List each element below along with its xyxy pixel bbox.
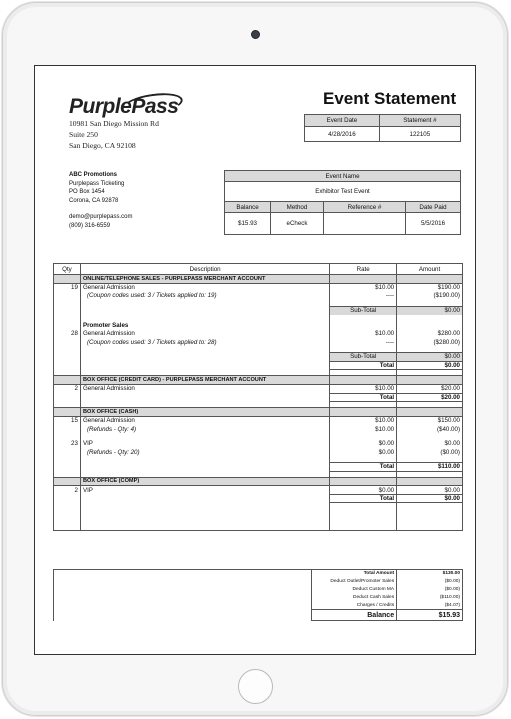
description-cell: General Admission	[80, 329, 329, 338]
description-cell: General Admission	[80, 416, 329, 425]
table-row	[54, 321, 463, 330]
method-value: eCheck	[271, 213, 324, 235]
description-cell: VIP	[80, 486, 329, 495]
rate-cell: ----	[330, 292, 397, 301]
reference-value	[324, 213, 406, 235]
outlet-value: ($0.00)	[397, 578, 463, 586]
section-title: ONLINE/TELEPHONE SALES - PURPLEPASS MERCHANT ACCOUNT	[80, 275, 329, 284]
method-label: Method	[271, 202, 324, 213]
qty-header: Qty	[54, 264, 81, 275]
summary-row	[54, 570, 463, 578]
amount-cell: ($280.00)	[397, 338, 463, 347]
qty-cell: 2	[54, 486, 81, 495]
statement-number-value: 122105	[379, 127, 460, 142]
coupon-note: (Coupon codes used: 3 / Tickets applied to: 28)	[80, 338, 329, 347]
amount-cell: $0.00	[397, 439, 463, 448]
total-row	[54, 463, 463, 472]
section-title: BOX OFFICE (CASH)	[80, 408, 329, 417]
statement-page	[34, 65, 476, 655]
custom-ma-value: ($0.00)	[397, 586, 463, 594]
total-amount-label: Total Amount	[312, 570, 397, 578]
customer-phone: (809) 316-6559	[69, 222, 111, 229]
total-value: $110.00	[397, 463, 463, 472]
section-header	[54, 376, 463, 385]
refund-note: (Refunds - Qty: 4)	[80, 425, 329, 434]
charges-value: ($4.07)	[397, 602, 463, 610]
table-row	[54, 439, 463, 448]
balance-label: Balance	[225, 202, 271, 213]
description-cell: General Admission	[80, 283, 329, 292]
total-label: Total	[330, 463, 397, 472]
cash-sales-value: ($110.00)	[397, 594, 463, 602]
total-row	[54, 361, 463, 370]
qty-cell: 23	[54, 439, 81, 448]
rate-cell: $10.00	[330, 329, 397, 338]
charges-label: Charges / Credits	[312, 602, 397, 610]
table-row	[54, 486, 463, 495]
section-header	[54, 408, 463, 417]
rate-cell: ----	[330, 338, 397, 347]
section-title: BOX OFFICE (CREDIT CARD) - PURPLEPASS MERCHANT ACCOUNT	[80, 376, 329, 385]
promoter-sales-label: Promoter Sales	[80, 321, 329, 330]
section-header	[54, 275, 463, 284]
address-line: San Diego, CA 92108	[69, 141, 136, 150]
qty-cell: 15	[54, 416, 81, 425]
total-value: $0.00	[397, 494, 463, 503]
table-row	[54, 448, 463, 457]
table-row	[54, 416, 463, 425]
amount-cell: ($0.00)	[397, 448, 463, 457]
company-address	[69, 118, 159, 151]
customer-email: demo@purplepass.com	[69, 214, 133, 221]
date-paid-label: Date Paid	[406, 202, 461, 213]
subtotal-value: $0.00	[397, 353, 463, 362]
description-cell: VIP	[80, 439, 329, 448]
total-value: $20.00	[397, 393, 463, 402]
amount-cell: $20.00	[397, 384, 463, 393]
coupon-note: (Coupon codes used: 3 / Tickets applied to: 19)	[80, 292, 329, 301]
customer-name: ABC Promotions	[69, 172, 117, 178]
rate-cell: $0.00	[330, 448, 397, 457]
table-row	[54, 283, 463, 292]
rate-cell: $10.00	[330, 416, 397, 425]
home-button[interactable]	[238, 669, 273, 704]
statement-table	[53, 263, 463, 531]
total-label: Total	[330, 494, 397, 503]
amount-cell: $150.00	[397, 416, 463, 425]
amount-cell: ($40.00)	[397, 425, 463, 434]
qty-cell: 28	[54, 329, 81, 338]
camera-icon	[251, 30, 260, 39]
table-row	[54, 338, 463, 347]
table-row	[54, 292, 463, 301]
table-row	[54, 425, 463, 434]
subtotal-row	[54, 353, 463, 362]
event-name-value: Exhibitor Test Event	[225, 182, 461, 202]
rate-cell: $0.00	[330, 486, 397, 495]
final-balance-value: $15.93	[397, 610, 463, 621]
customer-address	[69, 171, 132, 231]
rate-cell: $10.00	[330, 384, 397, 393]
table-row	[54, 329, 463, 338]
amount-header: Amount	[397, 264, 463, 275]
section-title: BOX OFFICE (COMP)	[80, 477, 329, 486]
summary-table	[53, 569, 463, 621]
description-cell: General Admission	[80, 384, 329, 393]
balance-value: $15.93	[225, 213, 271, 235]
rate-cell: $0.00	[330, 439, 397, 448]
qty-cell: 19	[54, 283, 81, 292]
final-balance-label: Balance	[312, 610, 397, 621]
amount-cell: $280.00	[397, 329, 463, 338]
cash-sales-label: Deduct Cash Sales	[312, 594, 397, 602]
table-row	[54, 384, 463, 393]
total-amount-value: $130.00	[397, 570, 463, 578]
total-label: Total	[330, 361, 397, 370]
amount-cell: $190.00	[397, 283, 463, 292]
date-paid-value: 5/5/2016	[406, 213, 461, 235]
customer-line: Purplepass Ticketing	[69, 180, 125, 187]
event-name-label: Event Name	[225, 171, 461, 182]
outlet-label: Deduct Outlet/Promoter Sales	[312, 578, 397, 586]
rate-cell: $10.00	[330, 425, 397, 434]
description-header: Description	[80, 264, 329, 275]
total-label: Total	[330, 393, 397, 402]
purplepass-logo: PurplePass	[69, 95, 179, 118]
total-row	[54, 494, 463, 503]
event-info-table	[224, 170, 461, 235]
section-header	[54, 477, 463, 486]
reference-label: Reference #	[324, 202, 406, 213]
qty-cell: 2	[54, 384, 81, 393]
event-date-value: 4/28/2016	[305, 127, 380, 142]
subtotal-label: Sub-Total	[330, 306, 397, 315]
rate-cell: $10.00	[330, 283, 397, 292]
rate-header: Rate	[330, 264, 397, 275]
customer-line: PO Box 1454	[69, 189, 105, 196]
total-row	[54, 393, 463, 402]
customer-line: Corona, CA 92878	[69, 197, 119, 204]
amount-cell: ($190.00)	[397, 292, 463, 301]
subtotal-row	[54, 306, 463, 315]
address-line: 10981 San Diego Mission Rd	[69, 119, 159, 128]
total-value: $0.00	[397, 361, 463, 370]
address-line: Suite 250	[69, 130, 98, 139]
event-meta-table	[304, 114, 461, 142]
statement-number-label: Statement #	[379, 115, 460, 127]
event-date-label: Event Date	[305, 115, 380, 127]
subtotal-label: Sub-Total	[330, 353, 397, 362]
page-title: Event Statement	[323, 89, 457, 108]
amount-cell: $0.00	[397, 486, 463, 495]
refund-note: (Refunds - Qty: 20)	[80, 448, 329, 457]
custom-ma-label: Deduct Custom MA	[312, 586, 397, 594]
subtotal-value: $0.00	[397, 306, 463, 315]
